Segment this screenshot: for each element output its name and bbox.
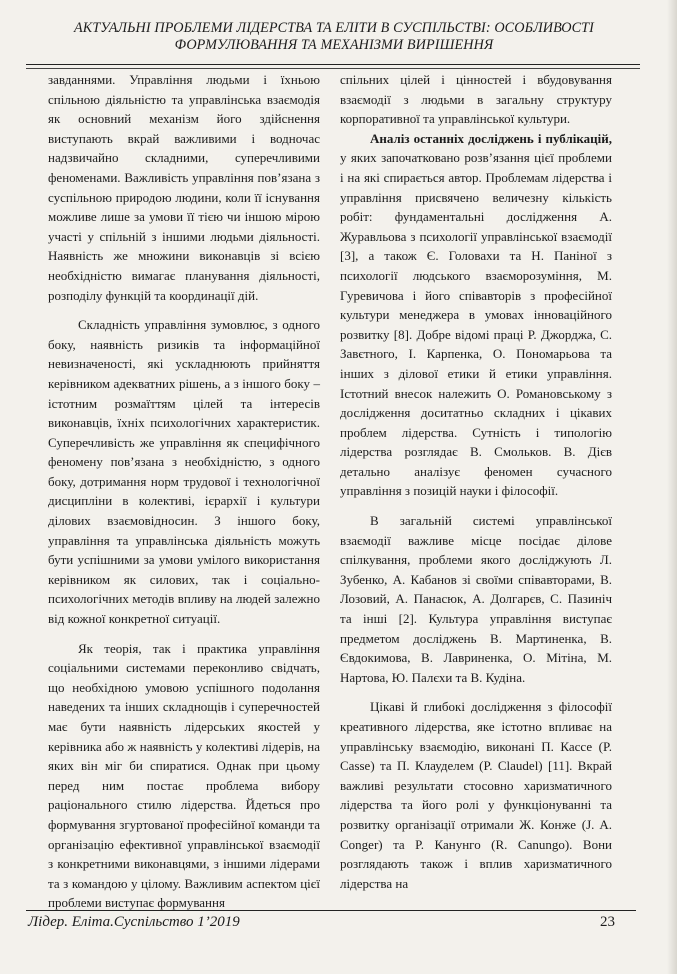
footer-rule xyxy=(26,910,636,911)
paragraph: Складність управління зумовлює, з одного боку, наявність ризиків та інформаційної невизначеності, які ускладнюють прийняття керівником адекватних рішень, а з іншого боку – істотним розмаїттям цілей та інтересів виконавців, їхніх психологічних характеристик. Суперечливість же управління як специфічного феномену пов’язана з необхідністю, з одного боку, дотримання норм трудової і технологічної дисципліни в колективі, ієрархії і культури ділових взаємовідносин. З іншого боку, управління та управлінська діяльність можуть бути успішними за умови умілого використання керівником як силових, так і соціально-психологічних методів впливу на людей залежно від кожної конкретної ситуації. xyxy=(48,317,320,627)
section-lead-bold: Аналіз останніх досліджень і публікацій, xyxy=(370,130,612,146)
header-line-2: ФОРМУЛЮВАННЯ ТА МЕХАНІЗМИ ВИРІШЕННЯ xyxy=(174,37,494,53)
paragraph: завданнями. Управління людьми і їхньою спільною діяльністю та управлінська взаємодія як основний механізм його здійснення виступають вкрай важливими і водночас надзвичайно складними, суперечливими феноменами. Важливість управління пов’язана з суспільною природою людини, коли її існування можливе лише за умови її тією чи іншою мірою участі у спільній з іншими людьми діяльності. Наявність же множини виконавців зі всією необхідністю вимагає планування діяльності, розподілу функцій та координації дій. xyxy=(48,72,320,303)
page-edge-shadow xyxy=(667,0,677,974)
header-rule-thin xyxy=(26,68,640,69)
left-column xyxy=(48,70,320,911)
paragraph-analysis xyxy=(340,129,612,501)
article-body xyxy=(48,70,612,911)
paragraph: Як теорія, так і практика управління соціальними системами переконливо свідчать, що необхідною умовою успішного подолання наведених та інших складнощів і суперечностей має бути наявність лідерських якостей у керівника або ж наявність у колективі лідерів, на яких він міг би спиратися. Однак при цьому перед ним постає проблема вибору раціонального стилю лідерства. Йдеться про формування згуртованої професійної команди та організацію ефективної управлінської взаємодії з конкретними виконавцями, з іншими лідерами та з командою у цілому. Важливим аспектом цієї проблеми виступає формування xyxy=(48,640,320,911)
paragraph: В загальній системі управлінської взаємодії важливе місце посідає ділове спілкування, проблеми якого досліджують Л. Зубенко, А. Кабанов зі своїми співавторами, В. Лозовий, А. Панасюк, А. Долгарєв, С. Пазиніч та інші [2]. Культура управління виступає предметом досліджень В. Мартиненка, В. Євдокимова, В. Лавриненка, О. Мітіна, М. Нартова, Ю. Палєхи та В. Кудіна. xyxy=(340,513,612,685)
header-rule xyxy=(26,64,640,65)
journal-title: Лідер. Еліта.Суспільство 1’2019 xyxy=(28,914,240,930)
paragraph: Цікаві й глибокі дослідження з філософії креативного лідерства, яке істотно впливає на управлінську взаємодію, виконані П. Кассе (P. Casse) та П. Клауделем (P. Claudel) [11]. Вкрай важливі результати стосовно харизматичного лідерства та його ролі у функціонуванні та розвитку організації отримали Ж. Конже (J. A. Conger) та Р. Канунго (R. Canungo). Вони розглядають також і вплив харизматичного лідерства на xyxy=(340,699,612,891)
running-header xyxy=(28,20,640,54)
page-number: 23 xyxy=(600,914,615,930)
header-line-1: АКТУАЛЬНІ ПРОБЛЕМИ ЛІДЕРСТВА ТА ЕЛІТИ В СУСПІЛЬСТВІ: ОСОБЛИВОСТІ xyxy=(74,20,594,36)
paragraph: спільних цілей і цінностей і вбудовування взаємодії з людьми в загальну структуру корпоративної та управлінської культури. xyxy=(340,72,612,127)
right-column xyxy=(340,70,612,906)
paragraph-text: у яких започатковано розв’язання цієї проблеми і на які спирається автор. Проблемам лідерства і управління присвячено величезну кількість робіт: фундаментальні дослідження А. Журавльова з психології управлінської взаємодії [3], а також Є. Головахи та Н. Паніної з психології людського взаєморозуміння, М. Гуревичова і його співавторів з професійної культури менеджера в умовах інноваційного розвитку [8]. Добре відомі праці Р. Джорджа, С. Завєтного, І. Карпенка, О. Пономарьова та інших з ділової етики й етики управління. Істотний внесок належить О. Романовському з дослідження доситатньо складних і цікавих проблем лідерства. Сутність і типологію лідерства розглядає В. Смольков. В. Дієв детально аналізує феномен сучасного управління з позицій науки і філософії. xyxy=(340,150,612,499)
